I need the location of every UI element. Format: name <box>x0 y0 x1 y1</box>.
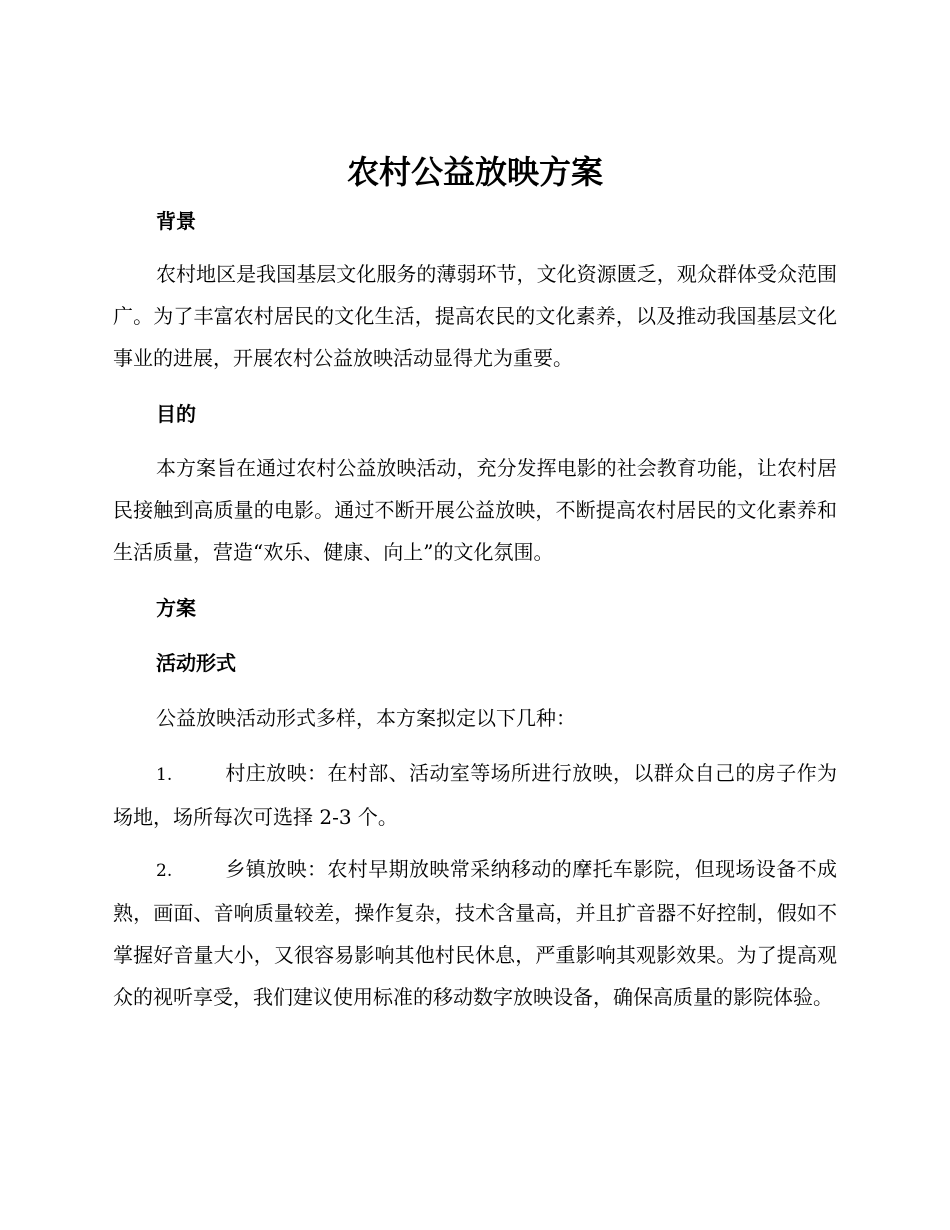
heading-activity-form: 活动形式 <box>156 651 236 675</box>
list-item-township <box>113 848 837 1018</box>
list-item-number: 2. <box>156 861 173 881</box>
list-item-village <box>113 752 837 838</box>
list-item-number: 1. <box>156 765 173 785</box>
list-item-text: 乡镇放映：农村早期放映常采纳移动的摩托车影院，但现场设备不成熟，画面、音响质量较差，操作复杂，技术含量高，并且扩音器不好控制，假如不掌握好音量大小，又很容易影响其他村民休息，严重影响其观影效果。为了提高观众的视听享受，我们建议使用标准的移动数字放映设备，确保高质量的影院体验。 <box>113 857 837 1009</box>
heading-purpose: 目的 <box>156 402 196 426</box>
paragraph-purpose: 本方案旨在通过农村公益放映活动，充分发挥电影的社会教育功能，让农村居民接触到高质量的电影。通过不断开展公益放映，不断提高农村居民的文化素养和生活质量，营造“欢乐、健康、向上”的文化氛围。 <box>113 456 837 564</box>
paragraph-background: 农村地区是我国基层文化服务的薄弱环节，文化资源匮乏，观众群体受众范围广。为了丰富农村居民的文化生活，提高农民的文化素养，以及推动我国基层文化事业的进展，开展农村公益放映活动显得尤为重要。 <box>113 262 837 370</box>
paragraph-activity-intro: 公益放映活动形式多样，本方案拟定以下几种： <box>156 706 576 730</box>
heading-background: 背景 <box>156 209 196 233</box>
list-item-text: 村庄放映：在村部、活动室等场所进行放映，以群众自己的房子作为场地，场所每次可选择 2-3 个。 <box>113 761 837 829</box>
document-title: 农村公益放映方案 <box>346 153 603 191</box>
heading-plan: 方案 <box>156 596 196 620</box>
